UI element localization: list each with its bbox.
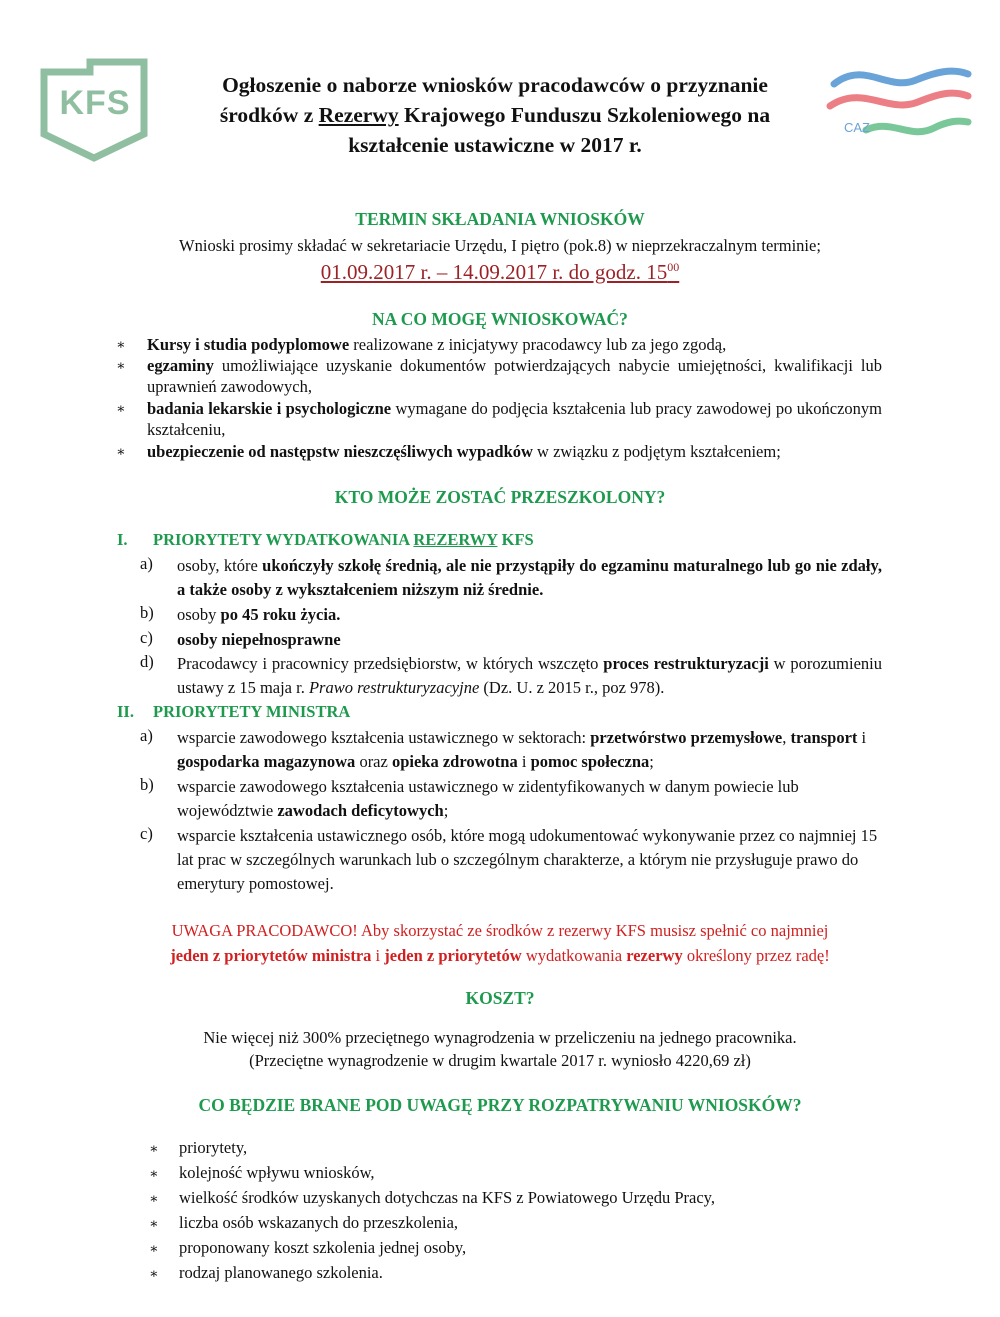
s2a-s2: i <box>857 728 867 747</box>
uwaga-s1: i <box>371 946 385 965</box>
title-line-2-pre: środków z <box>219 103 319 127</box>
termin-dates <box>0 260 1000 285</box>
uwaga-b1: jeden z priorytetów ministra <box>170 946 372 965</box>
s1a-pre: osoby, które <box>177 556 263 575</box>
bullet-icon: ∗ <box>149 1167 159 1182</box>
section-1-item-d <box>177 652 882 700</box>
bullet-icon: ∗ <box>149 1267 159 1282</box>
s2a-s5: ; <box>649 752 654 771</box>
bullet-icon: ∗ <box>116 402 126 417</box>
section-1-title-pre: PRIORYTETY WYDATKOWANIA <box>153 530 414 549</box>
title-line-2-post: Krajowego Funduszu Szkoleniowego na <box>398 103 771 127</box>
s2a-b2: transport <box>790 728 858 747</box>
section-1-title-post: KFS <box>497 530 534 549</box>
section-1-item-b <box>177 603 882 627</box>
na-co-item-3 <box>147 398 882 440</box>
koszt-heading: KOSZT? <box>465 988 535 1008</box>
uwaga-b3: rezerwy <box>626 946 683 965</box>
caz-logo-text: CAZ <box>844 120 870 135</box>
s1a-bold: ukończyły szkołę średnią, ale nie przystąpiły do egzaminu maturalnego lub go nie zdały, a także osoby z wykształceniem niższym niż średnie. <box>177 556 882 599</box>
na-co-item-4 <box>147 441 882 462</box>
bullet-icon: ∗ <box>116 359 126 374</box>
section-2-item-c: wsparcie kształcenia ustawicznego osób, które mogą udokumentować wykonywanie przez co najmniej 15 lat prac w szczególnych warunkach lub o szczególnym charakterze, a którym nie przysługuje prawo do emerytury pomostowej. <box>177 826 878 893</box>
s2a-b4: opieka zdrowotna <box>391 752 518 771</box>
koszt-line-1: Nie więcej niż 300% przeciętnego wynagrodzenia w przeliczeniu na jednego pracownika. <box>203 1028 797 1047</box>
title-line-1: Ogłoszenie o naborze wniosków pracodawców o przyznanie <box>222 73 768 97</box>
na-co-item-4-bold: ubezpieczenie od następstw nieszczęśliwych wypadków <box>147 442 533 461</box>
bullet-icon: ∗ <box>116 338 126 353</box>
caz-logo <box>826 62 972 146</box>
co-bedzie-item: liczba osób wskazanych do przeszkolenia, <box>179 1213 459 1232</box>
s2a-b1: przetwórstwo przemysłowe <box>590 728 783 747</box>
na-co-item-2 <box>147 355 882 397</box>
uwaga-s2: wydatkowania <box>521 946 627 965</box>
uwaga-line-1: UWAGA PRACODAWCO! Aby skorzystać ze środków z rezerwy KFS musisz spełnić co najmniej <box>171 921 829 940</box>
co-bedzie-item: kolejność wpływu wniosków, <box>179 1163 375 1182</box>
co-bedzie-item: proponowany koszt szkolenia jednej osoby, <box>179 1238 467 1257</box>
na-co-item-3-bold: badania lekarskie i psychologiczne <box>147 399 392 418</box>
na-co-item-1-rest: realizowane z inicjatywy pracodawcy lub za jego zgodą, <box>349 335 727 354</box>
title-line-2-underlined: Rezerwy <box>318 103 399 127</box>
koszt-line-2: (Przeciętne wynagrodzenie w drugim kwartale 2017 r. wyniosło 4220,69 zł) <box>249 1051 751 1070</box>
co-bedzie-item: rodzaj planowanego szkolenia. <box>179 1263 383 1282</box>
termin-dates-sup: 00 <box>667 260 680 274</box>
item-label: c) <box>140 628 153 647</box>
s2b-post: ; <box>443 801 449 820</box>
s1d-pre: Pracodawcy i pracownicy przedsiębiorstw, w których wszczęto <box>177 654 604 673</box>
item-label: b) <box>140 775 154 794</box>
uwaga-s3: określony przez radę! <box>682 946 830 965</box>
na-co-item-1-bold: Kursy i studia podyplomowe <box>147 335 350 354</box>
na-co-item-1 <box>147 334 882 355</box>
s1b-pre: osoby <box>177 605 221 624</box>
s1d-italic: Prawo restrukturyzacyjne <box>308 678 480 697</box>
bullet-icon: ∗ <box>149 1217 159 1232</box>
section-1-title-underlined: REZERWY <box>413 530 498 549</box>
section-2-title: PRIORYTETY MINISTRA <box>153 702 351 721</box>
co-bedzie-heading: CO BĘDZIE BRANE POD UWAGĘ PRZY ROZPATRYWANIU WNIOSKÓW? <box>198 1095 802 1115</box>
section-1-item-c <box>177 628 882 652</box>
s1c-bold: osoby niepełnosprawne <box>177 630 341 649</box>
s2b-bold: zawodach deficytowych <box>277 801 444 820</box>
na-co-item-4-rest: w związku z podjętym kształceniem; <box>532 442 781 461</box>
s2a-b3: gospodarka magazynowa <box>177 752 356 771</box>
co-bedzie-item: priorytety, <box>179 1138 248 1157</box>
item-label: a) <box>140 726 153 745</box>
section-1-title <box>153 530 534 550</box>
s2a-s1: , <box>782 728 791 747</box>
title-line-2 <box>150 100 840 130</box>
s2a-b5: pomoc społeczna <box>530 752 650 771</box>
bullet-icon: ∗ <box>149 1142 159 1157</box>
s1d-post: (Dz. U. z 2015 r., poz 978). <box>479 678 665 697</box>
kfs-logo <box>40 58 148 162</box>
s1b-bold: po 45 roku życia. <box>220 605 341 624</box>
section-2-item-a <box>177 726 882 774</box>
item-label: a) <box>140 554 153 573</box>
title-line-3: kształcenie ustawiczne w 2017 r. <box>348 133 642 157</box>
s2a-s4: i <box>517 752 531 771</box>
na-co-item-3-rest: wymagane do podjęcia kształcenia lub pracy zawodowej po ukończonym kształceniu, <box>147 399 883 439</box>
termin-dates-text: 01.09.2017 r. – 14.09.2017 r. do godz. 15 <box>320 260 668 284</box>
co-bedzie-item: wielkość środków uzyskanych dotychczas na KFS z Powiatowego Urzędu Pracy, <box>179 1188 715 1207</box>
section-1-number: I. <box>117 530 128 549</box>
section-2-item-b <box>177 775 882 823</box>
uwaga-line-2 <box>0 946 1000 966</box>
bullet-icon: ∗ <box>149 1192 159 1207</box>
section-1-item-a <box>177 554 882 602</box>
item-label: d) <box>140 652 154 671</box>
item-label: c) <box>140 824 153 843</box>
s2a-s3: oraz <box>355 752 392 771</box>
termin-heading: TERMIN SKŁADANIA WNIOSKÓW <box>355 209 645 229</box>
bullet-icon: ∗ <box>116 445 126 460</box>
s2b-pre: wsparcie zawodowego kształcenia ustawicznego w zidentyfikowanych w danym powiecie lub województwie <box>177 777 799 820</box>
termin-text: Wnioski prosimy składać w sekretariacie Urzędu, I piętro (pok.8) w nieprzekraczalnym terminie; <box>179 236 821 255</box>
uwaga-b2: jeden z priorytetów <box>384 946 522 965</box>
section-2-number: II. <box>117 702 134 721</box>
item-label: b) <box>140 603 154 622</box>
kfs-logo-text: KFS <box>59 84 131 122</box>
s1d-bold: proces restrukturyzacji <box>603 654 769 673</box>
bullet-icon: ∗ <box>149 1242 159 1257</box>
na-co-item-2-rest: umożliwiające uzyskanie dokumentów potwierdzających nabycie umiejętności, kwalifikacji lub uprawnień zawodowych, <box>147 356 882 396</box>
na-co-item-2-bold: egzaminy <box>147 356 214 375</box>
na-co-heading: NA CO MOGĘ WNIOSKOWAĆ? <box>372 309 628 329</box>
s2a-pre: wsparcie zawodowego kształcenia ustawicznego w sektorach: <box>177 728 591 747</box>
page-title <box>150 70 840 160</box>
kto-heading: KTO MOŻE ZOSTAĆ PRZESZKOLONY? <box>334 487 666 507</box>
s1d-mid: w porozumieniu ustawy z 15 maja r. <box>177 654 882 697</box>
